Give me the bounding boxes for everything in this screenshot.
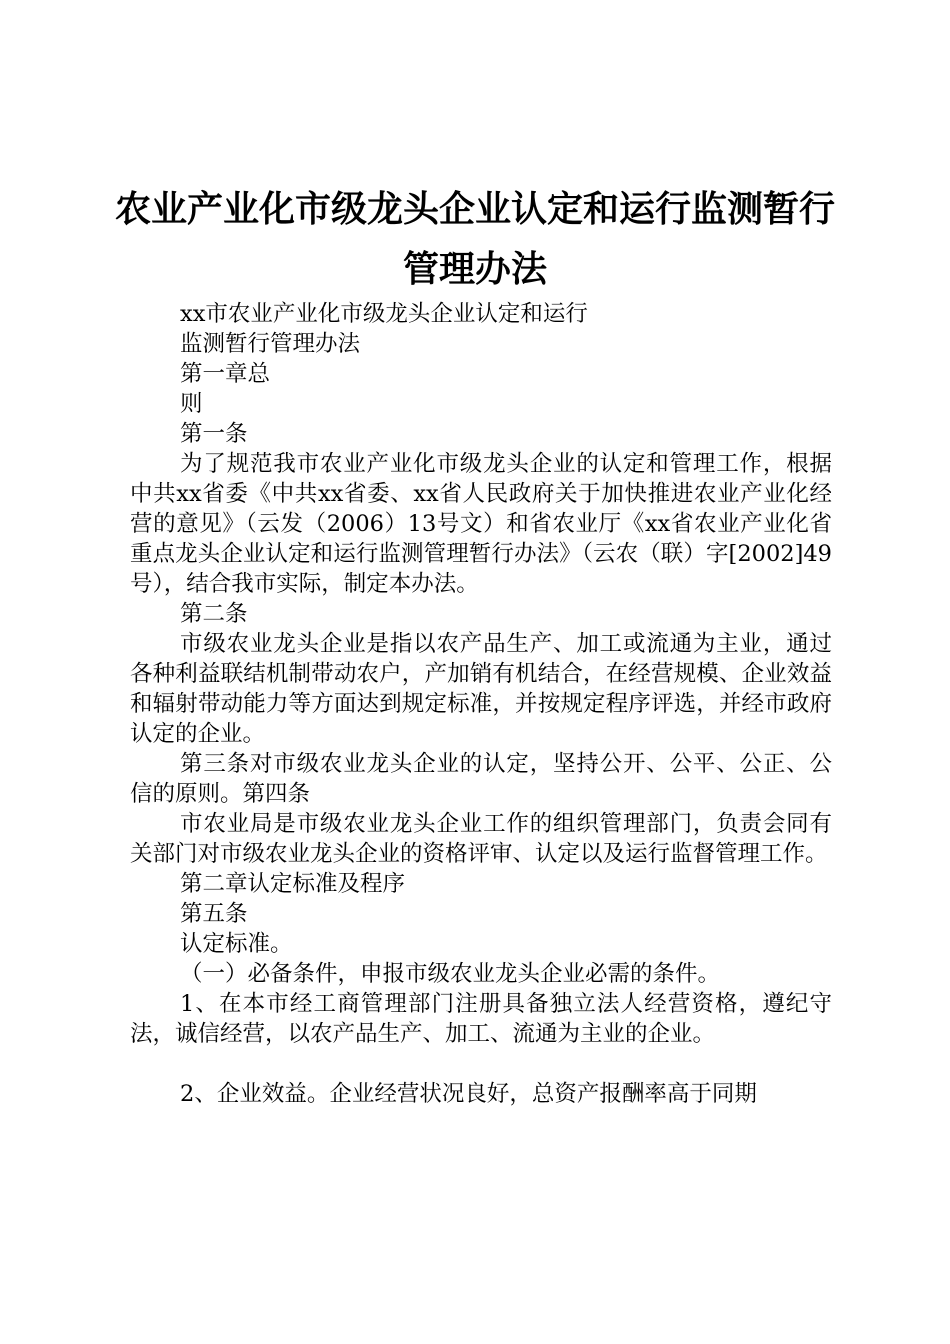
paragraph-subtitle-1: xx市农业产业化市级龙头企业认定和运行 xyxy=(180,301,588,327)
article-1-text: 为了规范我市农业产业化市级龙头企业的认定和管理工作，根据中共xx省委《中共xx省委、xx省人民政府关于加快推进农业产业化经营的意见》（云发（2006）13号文）和省农业厅《xx省农业产业化省重点龙头企业认定和运行监测管理暂行办法》（云农（联）字[2002]49号），结合我市实际，制定本办法。 xyxy=(130,451,832,597)
condition-1-item-2: 2、企业效益。企业经营状况良好，总资产报酬率高于同期 xyxy=(180,1081,757,1107)
condition-1-heading: （一）必备条件，申报市级农业龙头企业必需的条件。 xyxy=(180,961,721,987)
document-body xyxy=(130,299,832,1109)
article-2-text: 市级农业龙头企业是指以农产品生产、加工或流通为主业，通过各种利益联结机制带动农户，产加销有机结合，在经营规模、企业效益和辐射带动能力等方面达到规定标准，并按规定程序评选，并经市政府认定的企业。 xyxy=(130,631,832,747)
chapter-2-heading: 第二章认定标准及程序 xyxy=(180,871,406,897)
article-1-heading: 第一条 xyxy=(180,421,248,447)
document-title-line-1: 农业产业化市级龙头企业认定和运行监测暂行 xyxy=(114,189,835,230)
article-5-text: 认定标准。 xyxy=(180,931,293,957)
article-2-heading: 第二条 xyxy=(180,601,248,627)
condition-1-item-1: 1、在本市经工商管理部门注册具备独立法人经营资格，遵纪守法，诚信经营，以农产品生产、加工、流通为主业的企业。 xyxy=(130,991,832,1047)
article-5-heading: 第五条 xyxy=(180,901,248,927)
paragraph-subtitle-2: 监测暂行管理办法 xyxy=(180,331,361,357)
article-3-text: 第三条对市级农业龙头企业的认定，坚持公开、公平、公正、公信的原则。第四条 xyxy=(130,751,832,807)
paragraph-gap xyxy=(130,1049,832,1079)
article-4-text: 市农业局是市级农业龙头企业工作的组织管理部门，负责会同有关部门对市级农业龙头企业的资格评审、认定以及运行监督管理工作。 xyxy=(130,811,832,867)
chapter-1-heading-a: 第一章总 xyxy=(180,361,271,387)
document-title-line-2: 管理办法 xyxy=(402,249,547,290)
chapter-1-heading-b: 则 xyxy=(180,391,203,417)
